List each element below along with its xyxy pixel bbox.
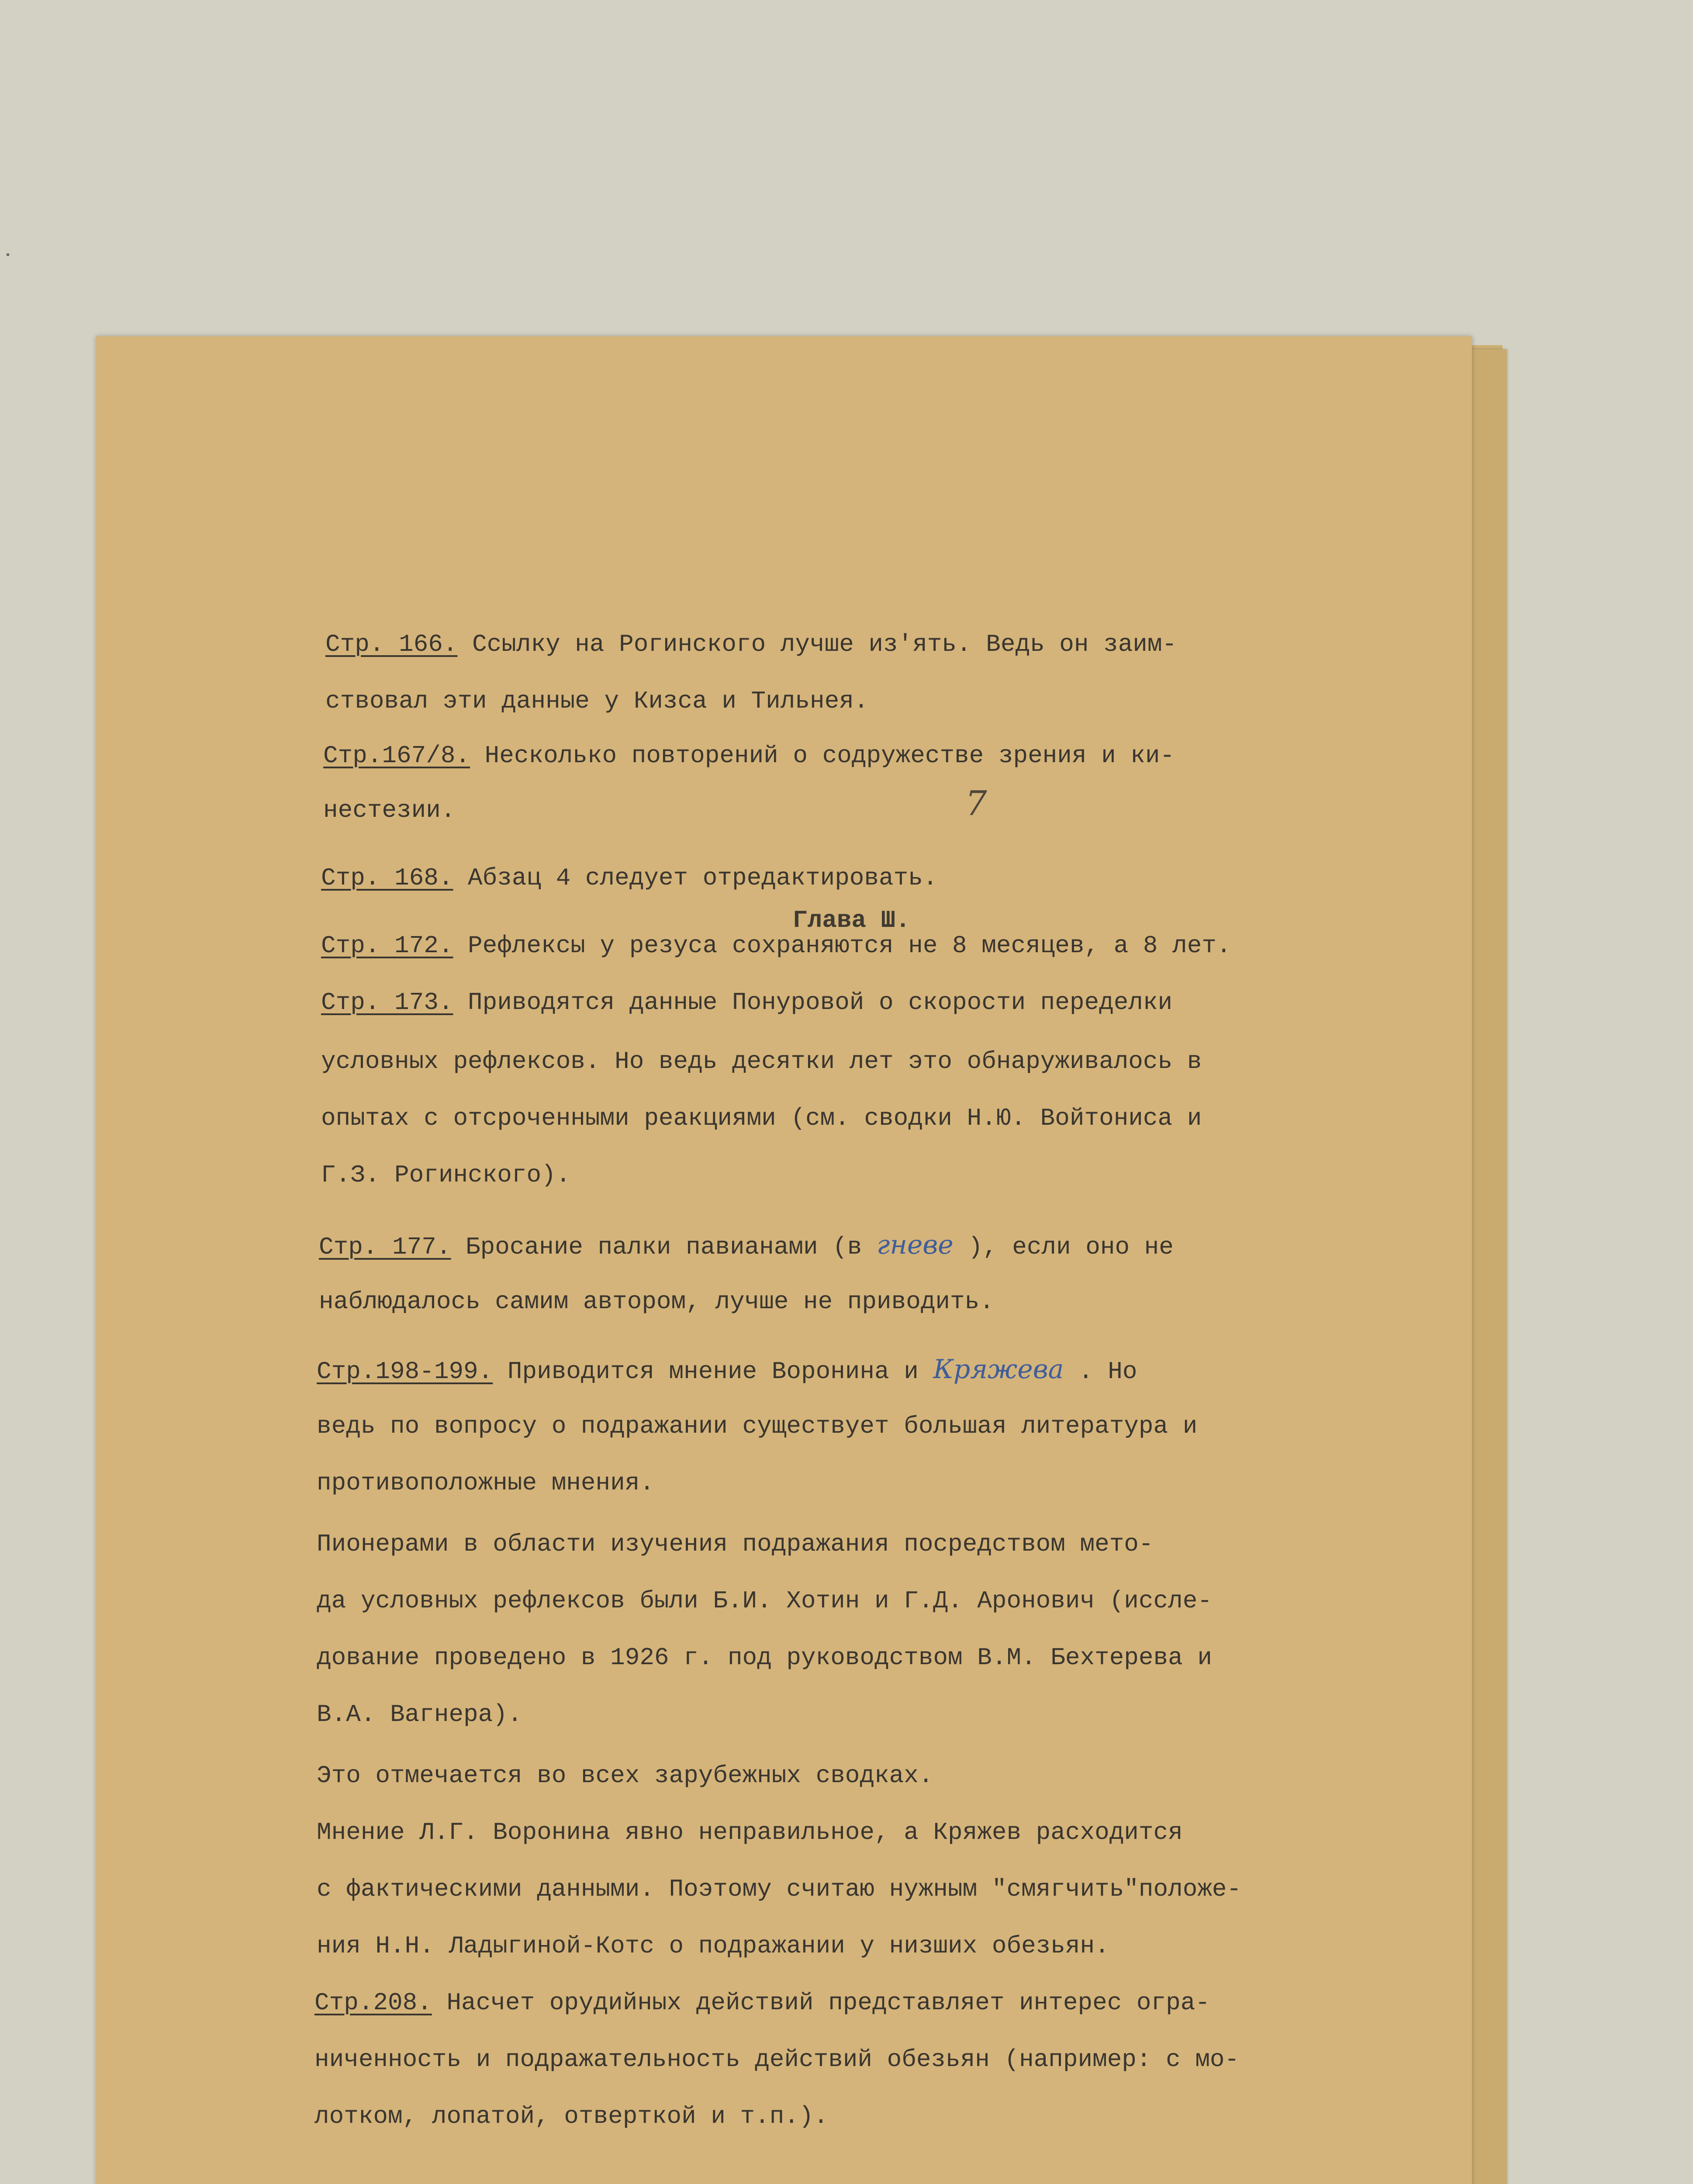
text-line bbox=[321, 1158, 570, 1192]
text-line bbox=[321, 860, 937, 895]
text-line bbox=[325, 684, 868, 719]
line-text: ствовал эти данные у Кизса и Тильнея. bbox=[325, 687, 869, 715]
line-text: . Но bbox=[1064, 1358, 1137, 1386]
text-line bbox=[317, 1697, 522, 1732]
line-text: условных рефлексов. Но ведь десятки лет это обнаруживалось в bbox=[321, 1047, 1202, 1075]
line-text: ведь по вопросу о подражании существует большая литература и bbox=[317, 1412, 1198, 1440]
line-text: Бросание палки павианами (в bbox=[451, 1233, 877, 1261]
page-reference: Стр.208. bbox=[314, 1989, 432, 2017]
line-text: Приводится мнение Воронина и bbox=[493, 1358, 933, 1386]
text-line bbox=[319, 1284, 994, 1319]
line-text: дование проведено в 1926 г. под руководством В.М. Бехтерева и bbox=[317, 1644, 1212, 1672]
chapter-heading: Глава Ш. bbox=[793, 906, 910, 934]
line-text: противоположные мнения. bbox=[317, 1469, 654, 1497]
line-text: Пионерами в области изучения подражания посредством мето- bbox=[317, 1530, 1154, 1558]
line-text: Несколько повторений о содружестве зрения и ки- bbox=[470, 742, 1175, 770]
text-line bbox=[323, 738, 1175, 773]
text-line bbox=[317, 1872, 1241, 1907]
text-line bbox=[319, 1227, 1174, 1265]
line-text: Ссылку на Рогинского лучше из'ять. Ведь он заим- bbox=[457, 630, 1177, 658]
line-text: Рефлексы у резуса сохраняются не 8 месяцев, а 8 лет. bbox=[453, 932, 1231, 960]
line-text: ниченность и подражательность действий обезьян (например: с мо- bbox=[314, 2046, 1240, 2073]
text-line bbox=[317, 1815, 1183, 1850]
text-line bbox=[321, 1044, 1202, 1079]
page-reference: Стр. 168. bbox=[321, 864, 453, 892]
line-text: Это отмечается во всех зарубежных сводках. bbox=[317, 1762, 933, 1790]
page-number: 7 bbox=[965, 784, 987, 823]
text-line bbox=[323, 793, 455, 828]
text-line bbox=[314, 2042, 1239, 2077]
text-line bbox=[317, 1758, 933, 1793]
scan-speck bbox=[7, 253, 9, 256]
text-line bbox=[317, 1527, 1154, 1562]
text-line bbox=[314, 1985, 1210, 2020]
page-reference: Стр. 177. bbox=[319, 1233, 451, 1261]
text-line bbox=[325, 627, 1177, 662]
line-text: опытах с отсроченными реакциями (см. сводки Н.Ю. Войтониса и bbox=[321, 1104, 1202, 1132]
text-line bbox=[321, 928, 1231, 963]
line-text: ния Н.Н. Ладыгиной-Котс о подражании у низших обезьян. bbox=[317, 1932, 1109, 1960]
text-line bbox=[317, 1640, 1212, 1675]
line-text: Мнение Л.Г. Воронина явно неправильное, а Кряжев расходится bbox=[317, 1818, 1183, 1846]
line-text: лотком, лопатой, отверткой и т.п.). bbox=[314, 2102, 829, 2130]
text-line bbox=[317, 1409, 1197, 1444]
line-text: Г.З. Рогинского). bbox=[321, 1161, 571, 1189]
text-line bbox=[317, 1352, 1137, 1389]
page-reference: Стр. 172. bbox=[321, 932, 453, 960]
page-reference: Стр. 166. bbox=[325, 630, 458, 658]
text-line bbox=[317, 1928, 1109, 1963]
text-line bbox=[321, 985, 1172, 1020]
text-line bbox=[314, 2099, 828, 2134]
line-text: нестезии. bbox=[323, 796, 456, 824]
line-text: ), если оно не bbox=[953, 1233, 1174, 1261]
page-reference: Стр.167/8. bbox=[323, 742, 470, 770]
line-text: Приводятся данные Понуровой о скорости переделки bbox=[453, 988, 1173, 1016]
document-page bbox=[96, 336, 1472, 2184]
page-reference: Стр. 173. bbox=[321, 988, 453, 1016]
line-text: Насчет орудийных действий представляет интерес огра- bbox=[432, 1989, 1210, 2017]
line-text: В.А. Вагнера). bbox=[317, 1700, 522, 1728]
text-line bbox=[317, 1465, 654, 1500]
line-text: Абзац 4 следует отредактировать. bbox=[453, 864, 938, 892]
text-line bbox=[321, 1101, 1202, 1136]
handwritten-insert: Кряжева bbox=[933, 1354, 1064, 1385]
text-line bbox=[317, 1583, 1212, 1618]
handwritten-insert: гневе bbox=[877, 1230, 954, 1260]
line-text: с фактическими данными. Поэтому считаю нужным "смягчить"положе- bbox=[317, 1875, 1242, 1903]
line-text: наблюдалось самим автором, лучше не приводить. bbox=[319, 1288, 994, 1316]
page-reference: Стр.198-199. bbox=[317, 1358, 493, 1386]
line-text: да условных рефлексов были Б.И. Хотин и Г.Д. Аронович (иссле- bbox=[317, 1587, 1212, 1615]
